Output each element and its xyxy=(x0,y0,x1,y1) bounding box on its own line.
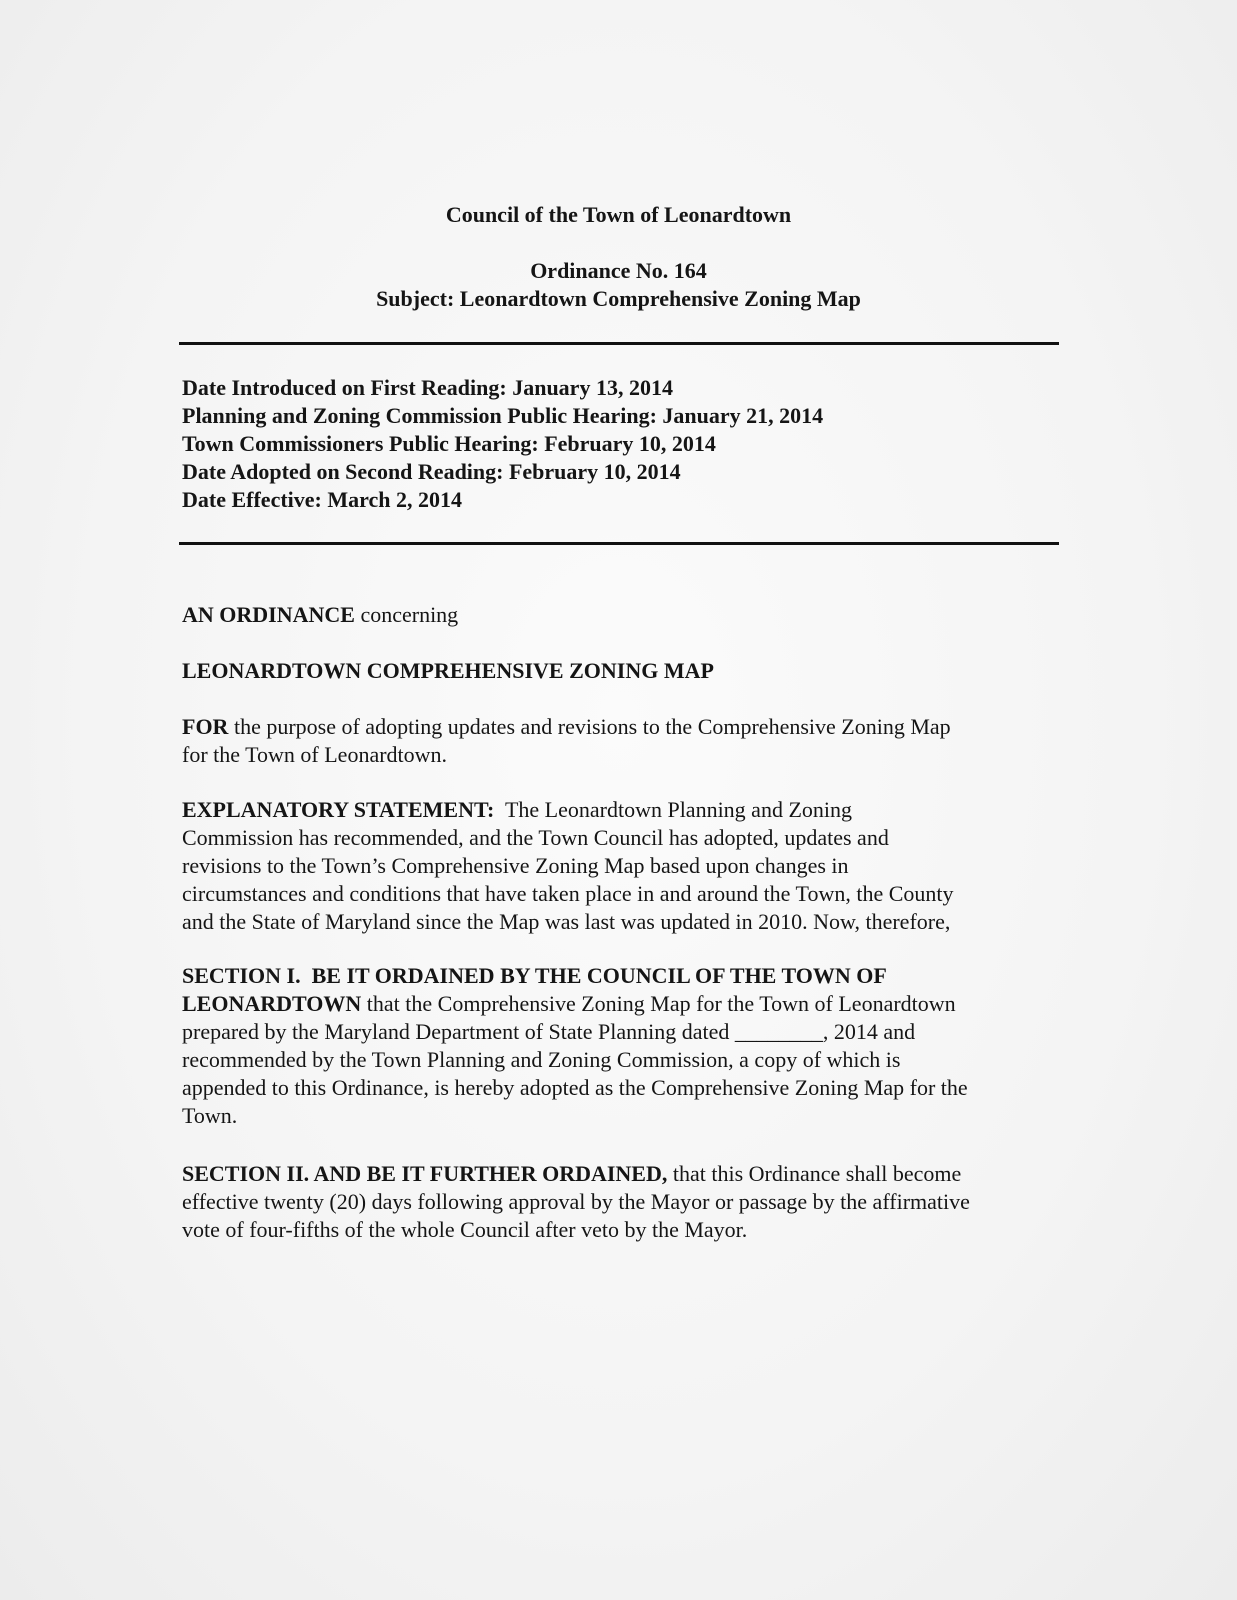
council-title: Council of the Town of Leonardtown xyxy=(445,202,792,227)
ordinance-label: AN ORDINANCE xyxy=(182,602,355,627)
explanatory-line-3: revisions to the Town’s Comprehensive Zoning Map based upon changes in xyxy=(182,853,849,878)
section-2-heading: SECTION II. AND BE IT FURTHER ORDAINED, xyxy=(182,1161,668,1186)
date-adopted: Date Adopted on Second Reading: February 10, 2014 xyxy=(182,459,681,484)
explanatory-line-2: Commission has recommended, and the Town Council has adopted, updates and xyxy=(182,825,889,850)
section-1-line-2: that the Comprehensive Zoning Map for the Town of Leonardtown xyxy=(361,991,956,1016)
ordinance-concerning: concerning xyxy=(354,602,459,627)
date-commissioners-hearing: Town Commissioners Public Hearing: February 10, 2014 xyxy=(182,431,716,456)
date-first-reading: Date Introduced on First Reading: January 13, 2014 xyxy=(182,375,673,400)
ordinance-number: Ordinance No. 164 xyxy=(530,258,707,283)
section-1-line-6: Town. xyxy=(182,1103,238,1128)
explanatory-line-1: The Leonardtown Planning and Zoning xyxy=(494,797,852,822)
section-1-town-label: LEONARDTOWN xyxy=(182,991,362,1016)
purpose-paragraph xyxy=(182,713,1062,769)
purpose-label: FOR xyxy=(182,714,229,739)
date-effective: Date Effective: March 2, 2014 xyxy=(182,487,462,512)
section-2-line-3: vote of four-fifths of the whole Council after veto by the Mayor. xyxy=(182,1217,748,1242)
explanatory-label: EXPLANATORY STATEMENT: xyxy=(182,797,495,822)
purpose-line-1: the purpose of adopting updates and revisions to the Comprehensive Zoning Map xyxy=(228,714,951,739)
section-2-line-2: effective twenty (20) days following approval by the Mayor or passage by the affirmative xyxy=(182,1189,970,1214)
section-1-paragraph xyxy=(182,962,1062,1130)
purpose-line-2: for the Town of Leonardtown. xyxy=(182,742,448,767)
ordinance-subject: Subject: Leonardtown Comprehensive Zoning Map xyxy=(376,286,861,311)
ordinance-title xyxy=(182,657,1062,685)
section-2-line-1: that this Ordinance shall become xyxy=(667,1161,962,1186)
dates-list xyxy=(182,374,1062,514)
section-1-line-3: prepared by the Maryland Department of State Planning dated ________, 2014 and xyxy=(182,1019,916,1044)
explanatory-line-4: circumstances and conditions that have taken place in and around the Town, the County xyxy=(182,881,954,906)
explanatory-line-5: and the State of Maryland since the Map was last was updated in 2010. Now, therefore, xyxy=(182,909,951,934)
date-pz-hearing: Planning and Zoning Commission Public Hearing: January 21, 2014 xyxy=(182,403,824,428)
ordinance-heading xyxy=(0,257,1237,313)
section-1-line-5: appended to this Ordinance, is hereby adopted as the Comprehensive Zoning Map for the xyxy=(182,1075,968,1100)
section-1-heading: SECTION I. BE IT ORDAINED BY THE COUNCIL OF THE TOWN OF xyxy=(182,963,887,988)
ordinance-title-text: LEONARDTOWN COMPREHENSIVE ZONING MAP xyxy=(182,658,714,683)
council-heading xyxy=(0,201,1237,229)
ordinance-intro xyxy=(182,601,1062,629)
top-divider xyxy=(179,342,1059,345)
section-1-line-4: recommended by the Town Planning and Zoning Commission, a copy of which is xyxy=(182,1047,901,1072)
section-2-paragraph xyxy=(182,1160,1062,1244)
explanatory-paragraph xyxy=(182,796,1062,936)
bottom-divider xyxy=(179,542,1059,545)
